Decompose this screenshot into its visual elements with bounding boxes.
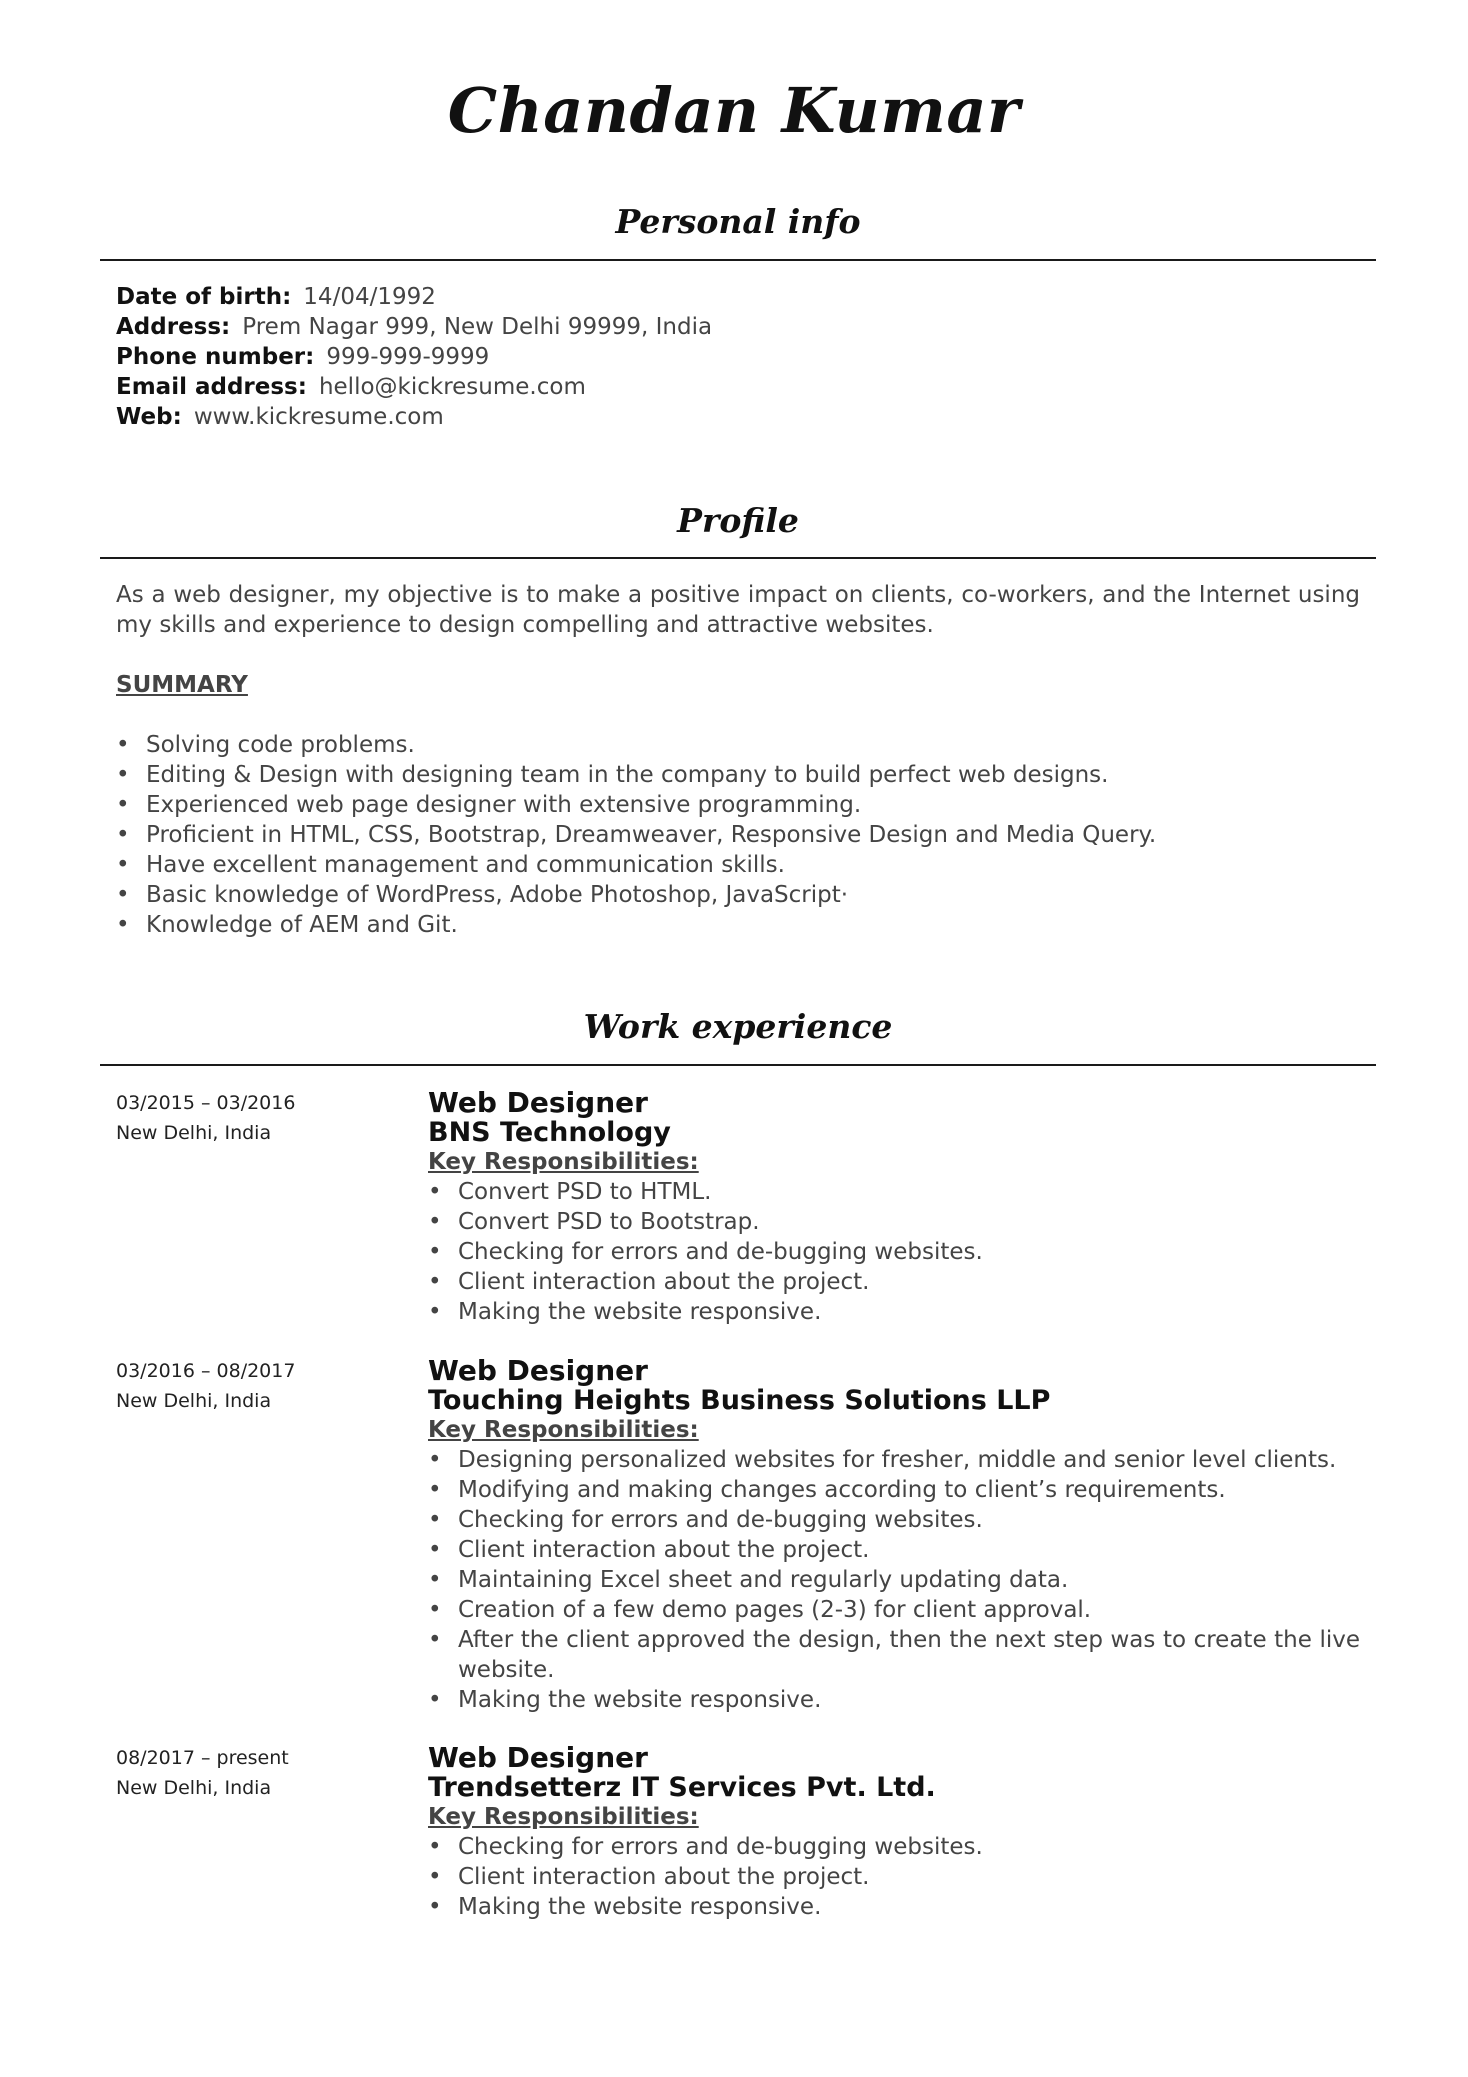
job-dates: 03/2016 – 08/2017	[116, 1360, 296, 1382]
personal-info-list	[116, 282, 712, 432]
info-label: Date of birth:	[116, 284, 292, 310]
info-row-email	[116, 372, 712, 402]
info-value: www.kickresume.com	[193, 404, 444, 430]
job-location: New Delhi, India	[116, 1122, 272, 1144]
job-meta	[116, 1743, 406, 1803]
summary-item: • Proficient in HTML, CSS, Bootstrap, Dreamweaver, Responsive Design and Media Query.	[116, 820, 1360, 850]
info-row-date-of-birth	[116, 282, 712, 312]
responsibility-item: • Checking for errors and de-bugging websites.	[428, 1832, 1360, 1862]
job-dates: 03/2015 – 03/2016	[116, 1092, 296, 1114]
summary-label: SUMMARY	[116, 672, 248, 698]
summary-item: • Experienced web page designer with extensive programming.	[116, 790, 1360, 820]
responsibilities-list	[428, 1445, 1360, 1715]
summary-item: • Basic knowledge of WordPress, Adobe Photoshop, JavaScript·	[116, 880, 1360, 910]
responsibility-item: • Maintaining Excel sheet and regularly updating data.	[428, 1565, 1360, 1595]
objective-text: As a web designer, my objective is to make a positive impact on clients, co-workers, and the Internet using my skills and experience to design compelling and attractive websites.	[116, 582, 1360, 638]
job-location: New Delhi, India	[116, 1777, 272, 1799]
responsibility-item: • Modifying and making changes according to client’s requirements.	[428, 1475, 1360, 1505]
section-divider	[100, 259, 1376, 261]
job-meta	[116, 1356, 406, 1416]
job-title: Web Designer	[428, 1354, 648, 1387]
responsibility-item: • Creation of a few demo pages (2-3) for client approval.	[428, 1595, 1360, 1625]
key-responsibilities-label: Key Responsibilities:	[428, 1804, 699, 1830]
job-title: Web Designer	[428, 1741, 648, 1774]
info-value: Prem Nagar 999, New Delhi 99999, India	[242, 314, 713, 340]
summary-list	[116, 730, 1360, 940]
summary-item: • Have excellent management and communication skills.	[116, 850, 1360, 880]
info-label: Web:	[116, 404, 182, 430]
candidate-name: Chandan Kumar	[447, 74, 1021, 147]
job-body	[428, 1743, 1360, 1922]
section-divider	[100, 1064, 1376, 1066]
responsibility-item: • Designing personalized websites for fresher, middle and senior level clients.	[428, 1445, 1360, 1475]
job-company: Trendsetterz IT Services Pvt. Ltd.	[428, 1772, 936, 1803]
info-row-phone	[116, 342, 712, 372]
responsibility-item: • Checking for errors and de-bugging websites.	[428, 1505, 1360, 1535]
job-body	[428, 1088, 1360, 1327]
responsibility-item: • Client interaction about the project.	[428, 1535, 1360, 1565]
responsibility-item: • Client interaction about the project.	[428, 1267, 1360, 1297]
profile-section	[116, 580, 1360, 940]
summary-item: • Knowledge of AEM and Git.	[116, 910, 1360, 940]
job-meta	[116, 1088, 406, 1148]
responsibility-item: • Making the website responsive.	[428, 1685, 1360, 1715]
responsibility-item: • Making the website responsive.	[428, 1892, 1360, 1922]
key-responsibilities-label: Key Responsibilities:	[428, 1417, 699, 1443]
info-label: Address:	[116, 314, 231, 340]
info-label: Phone number:	[116, 344, 315, 370]
responsibility-item: • Client interaction about the project.	[428, 1862, 1360, 1892]
info-row-web	[116, 402, 712, 432]
responsibility-item: • After the client approved the design, then the next step was to create the live website.	[428, 1625, 1360, 1685]
responsibilities-list	[428, 1832, 1360, 1922]
job-dates: 08/2017 – present	[116, 1747, 289, 1769]
info-row-address	[116, 312, 712, 342]
section-heading-profile: Profile	[677, 501, 799, 540]
info-value: 999-999-9999	[326, 344, 490, 370]
key-responsibilities-label: Key Responsibilities:	[428, 1149, 699, 1175]
summary-item: • Solving code problems.	[116, 730, 1360, 760]
summary-item: • Editing & Design with designing team in the company to build perfect web designs.	[116, 760, 1360, 790]
job-location: New Delhi, India	[116, 1390, 272, 1412]
info-value: hello@kickresume.com	[318, 374, 586, 400]
responsibility-item: • Checking for errors and de-bugging websites.	[428, 1237, 1360, 1267]
section-heading-personal-info: Personal info	[615, 202, 861, 241]
responsibility-item: • Convert PSD to Bootstrap.	[428, 1207, 1360, 1237]
info-label: Email address:	[116, 374, 307, 400]
job-title: Web Designer	[428, 1086, 648, 1119]
section-divider	[100, 557, 1376, 559]
job-company: BNS Technology	[428, 1117, 671, 1148]
responsibilities-list	[428, 1177, 1360, 1327]
section-heading-work-experience: Work experience	[583, 1007, 893, 1046]
info-value: 14/04/1992	[303, 284, 436, 310]
job-company: Touching Heights Business Solutions LLP	[428, 1385, 1051, 1416]
responsibility-item: • Making the website responsive.	[428, 1297, 1360, 1327]
responsibility-item: • Convert PSD to HTML.	[428, 1177, 1360, 1207]
job-body	[428, 1356, 1360, 1715]
